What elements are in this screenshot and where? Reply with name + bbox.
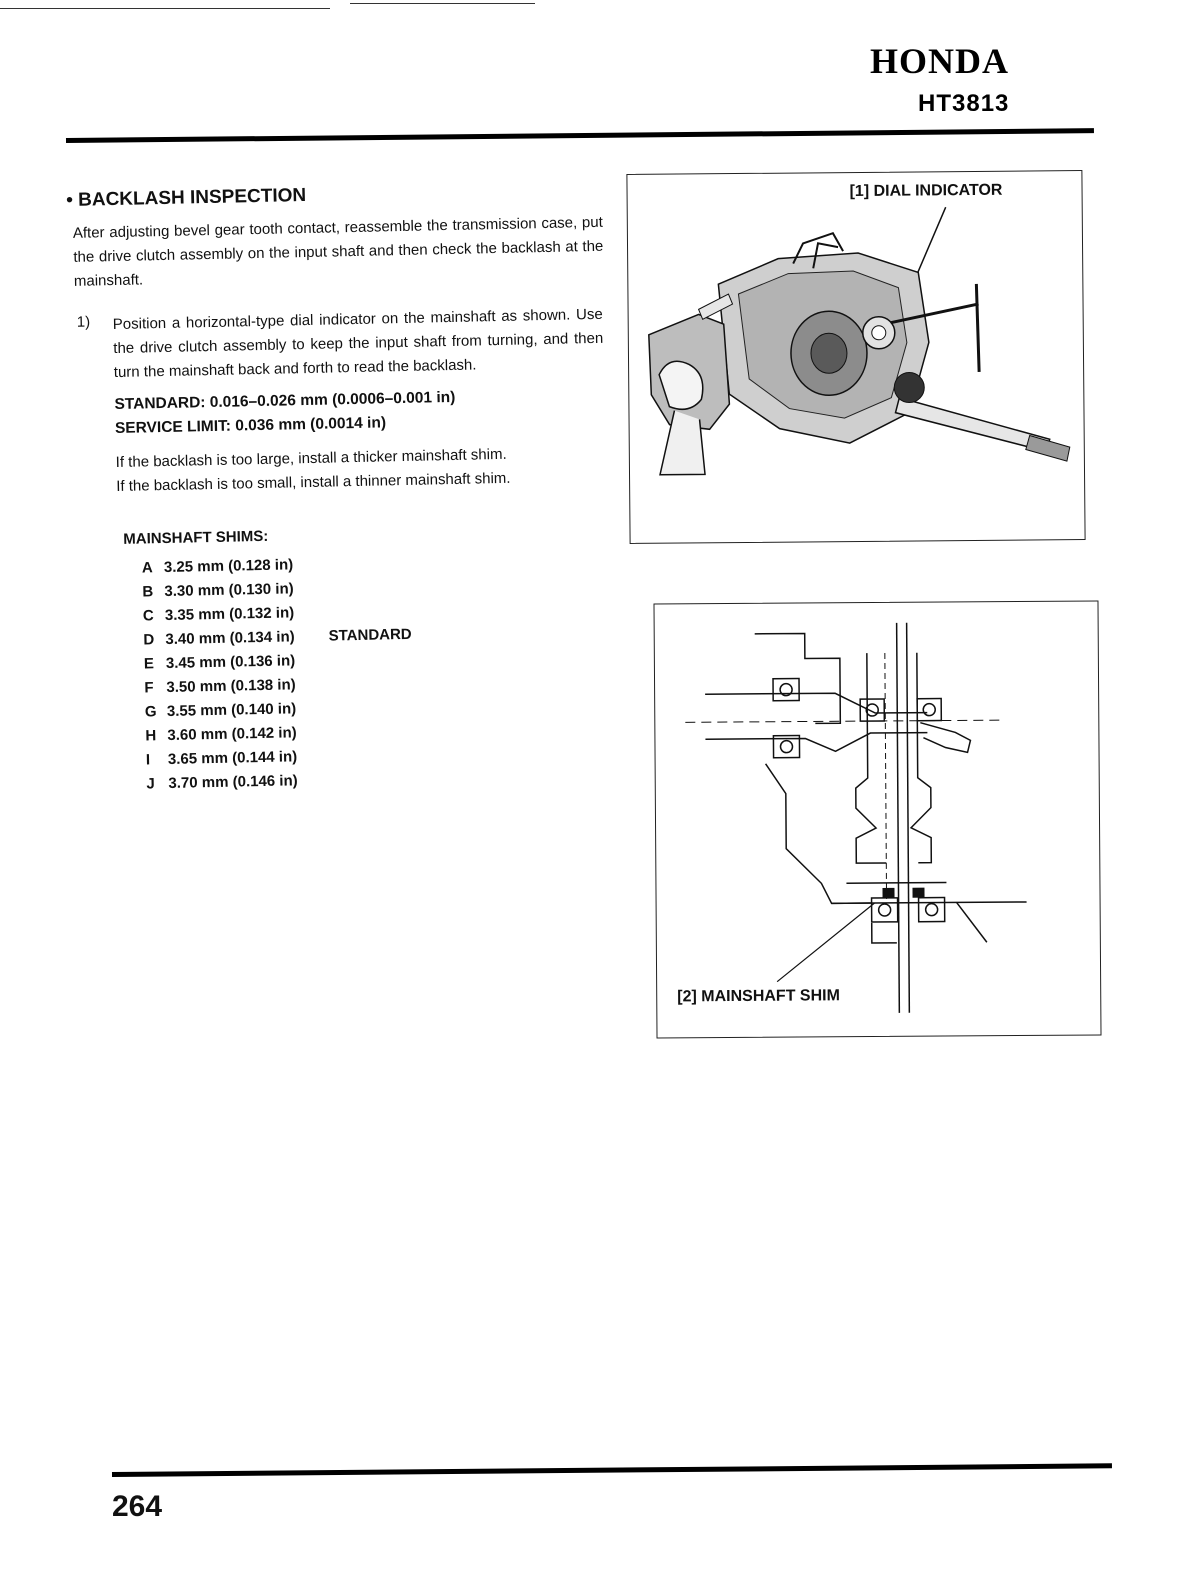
shim-value: 3.65 mm (0.144 in) [167,748,298,768]
shim-letter: B [142,583,154,601]
shim-value: 3.60 mm (0.142 in) [167,724,297,744]
standard-spec: STANDARD: 0.016–0.026 mm (0.0006–0.001 in) [114,388,456,414]
bullet: • [66,189,74,211]
cross-section-diagram [654,601,1100,1037]
note-too-large: If the backlash is too large, install a thicker mainshaft shim. [115,445,507,472]
text-column [66,178,639,801]
service-limit-spec: SERVICE LIMIT: 0.036 mm (0.0014 in) [114,414,387,438]
standard-shim-label: STANDARD [328,625,412,645]
brand-logo: HONDA [870,41,1009,81]
header-rule [66,128,1094,143]
shim-letter: H [145,727,157,745]
step-text: Position a horizontal-type dial indicator on the mainshaft as shown. Use the drive clutch assembly to keep the input shaft from turning, and then turn the mainshaft back and forth to read the backlash. [112,305,604,382]
shim-value: 3.30 mm (0.130 in) [164,580,294,601]
shim-value: 3.50 mm (0.138 in) [166,676,296,697]
footer-rule [112,1463,1112,1477]
shim-letter: J [146,775,155,793]
shim-letter: I [145,751,151,769]
shim-letter: D [143,631,155,649]
section-title: BACKLASH INSPECTION [77,184,307,211]
step-number: 1) [76,313,91,331]
note-too-small: If the backlash is too small, install a thinner mainshaft shim. [116,469,511,496]
shim-value: 3.70 mm (0.146 in) [168,772,298,792]
shim-letter: C [142,607,154,625]
shim-value: 3.55 mm (0.140 in) [166,700,297,720]
figure-mainshaft-shim [653,600,1101,1038]
figure-dial-indicator [626,170,1085,544]
transmission-illustration [627,171,1084,543]
shims-title: MAINSHAFT SHIMS: [123,527,269,548]
fig1-label: [1] DIAL INDICATOR [849,181,1003,201]
shim-list [142,549,639,799]
shim-letter: A [141,559,153,577]
shim-value: 3.40 mm (0.134 in) [165,628,295,649]
top-rule-right [350,3,535,4]
model-number: HT3813 [918,90,1010,117]
shim-value: 3.25 mm (0.128 in) [163,556,294,577]
fig2-label: [2] MAINSHAFT SHIM [677,987,840,1006]
shim-value: 3.45 mm (0.136 in) [165,652,296,673]
shim-value: 3.35 mm (0.132 in) [164,604,295,625]
page-number: 264 [112,1490,163,1523]
step-1 [69,302,633,500]
intro-paragraph: After adjusting bevel gear tooth contact, reassemble the transmission case, put the drive clutch assembly on the input shaft and then check the backlash at the mainshaft. [72,213,604,290]
shim-letter: F [144,679,154,697]
shim-letter: G [144,703,157,721]
top-rule-left [0,8,330,9]
section-heading [66,178,626,212]
shim-letter: E [143,655,155,673]
